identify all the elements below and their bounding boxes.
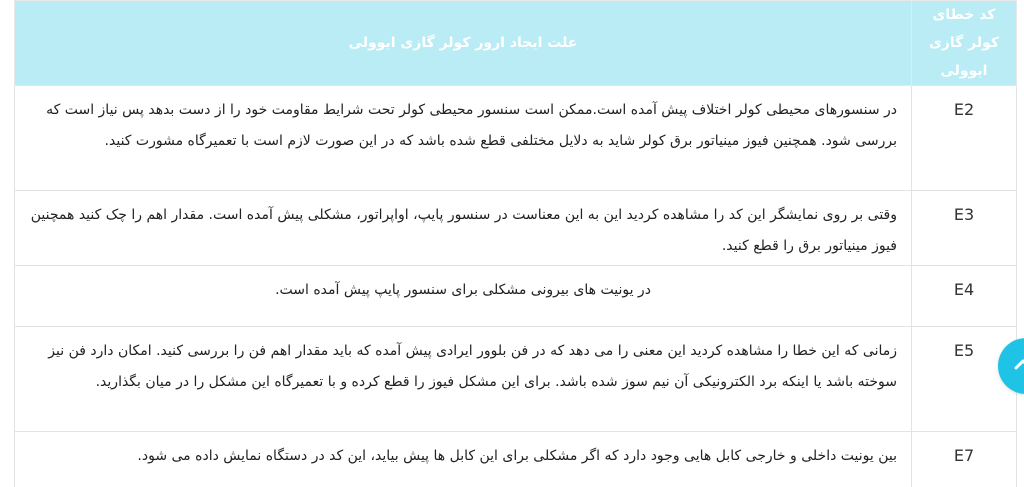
error-description-cell: بین یونیت داخلی و خارجی کابل هایی وجود دارد که اگر مشکلی برای این کابل ها پیش بیاید، این کد در دستگاه نمایش داده می شود. <box>15 432 912 487</box>
error-code-cell: E2 <box>912 86 1017 191</box>
error-description-cell: زمانی که این خطا را مشاهده کردید این معنی را می دهد که در فن بلوور ایرادی پیش آمده که باید مقدار اهم فن را بررسی کنید. امکان دارد فن نیز سوخته باشد یا اینکه برد الکترونیکی آن نیم سوز شده باشد. برای این مشکل فیوز را قطع کرده و با تعمیرگاه این مشکل را در میان بگذارید. <box>15 327 912 432</box>
table-row <box>15 191 1017 266</box>
header-error-code: کد خطای کولر گازی ایوولی <box>912 1 1017 86</box>
error-code-cell: E5 <box>912 327 1017 432</box>
chevron-up-icon <box>1012 354 1024 376</box>
table-row <box>15 432 1017 487</box>
error-description-cell: در سنسورهای محیطی کولر اختلاف پیش آمده است.ممکن است سنسور محیطی کولر تحت شرایط مقاومت خود را از دست بدهد پس نیاز است که بررسی شود. همچنین فیوز مینیاتور برق کولر شاید به دلایل مختلفی قطع شده باشد که در این صورت لازم است با تعمیرگاه مشورت کنید. <box>15 86 912 191</box>
table-header-row <box>15 1 1017 86</box>
table-row <box>15 266 1017 327</box>
error-code-cell: E4 <box>912 266 1017 327</box>
error-description-cell: در یونیت های بیرونی مشکلی برای سنسور پایپ پیش آمده است. <box>15 266 912 327</box>
error-description-cell: وقتی بر روی نمایشگر این کد را مشاهده کردید این به این معناست در سنسور پایپ، اواپراتور، مشکلی پیش آمده است. مقدار اهم را چک کنید همچنین فیوز مینیاتور برق را قطع کنید. <box>15 191 912 266</box>
table-row <box>15 327 1017 432</box>
error-code-cell: E3 <box>912 191 1017 266</box>
error-codes-table <box>14 0 1017 487</box>
table-row <box>15 86 1017 191</box>
header-error-cause: علت ایجاد ارور کولر گازی ایوولی <box>15 1 912 86</box>
error-code-cell: E7 <box>912 432 1017 487</box>
